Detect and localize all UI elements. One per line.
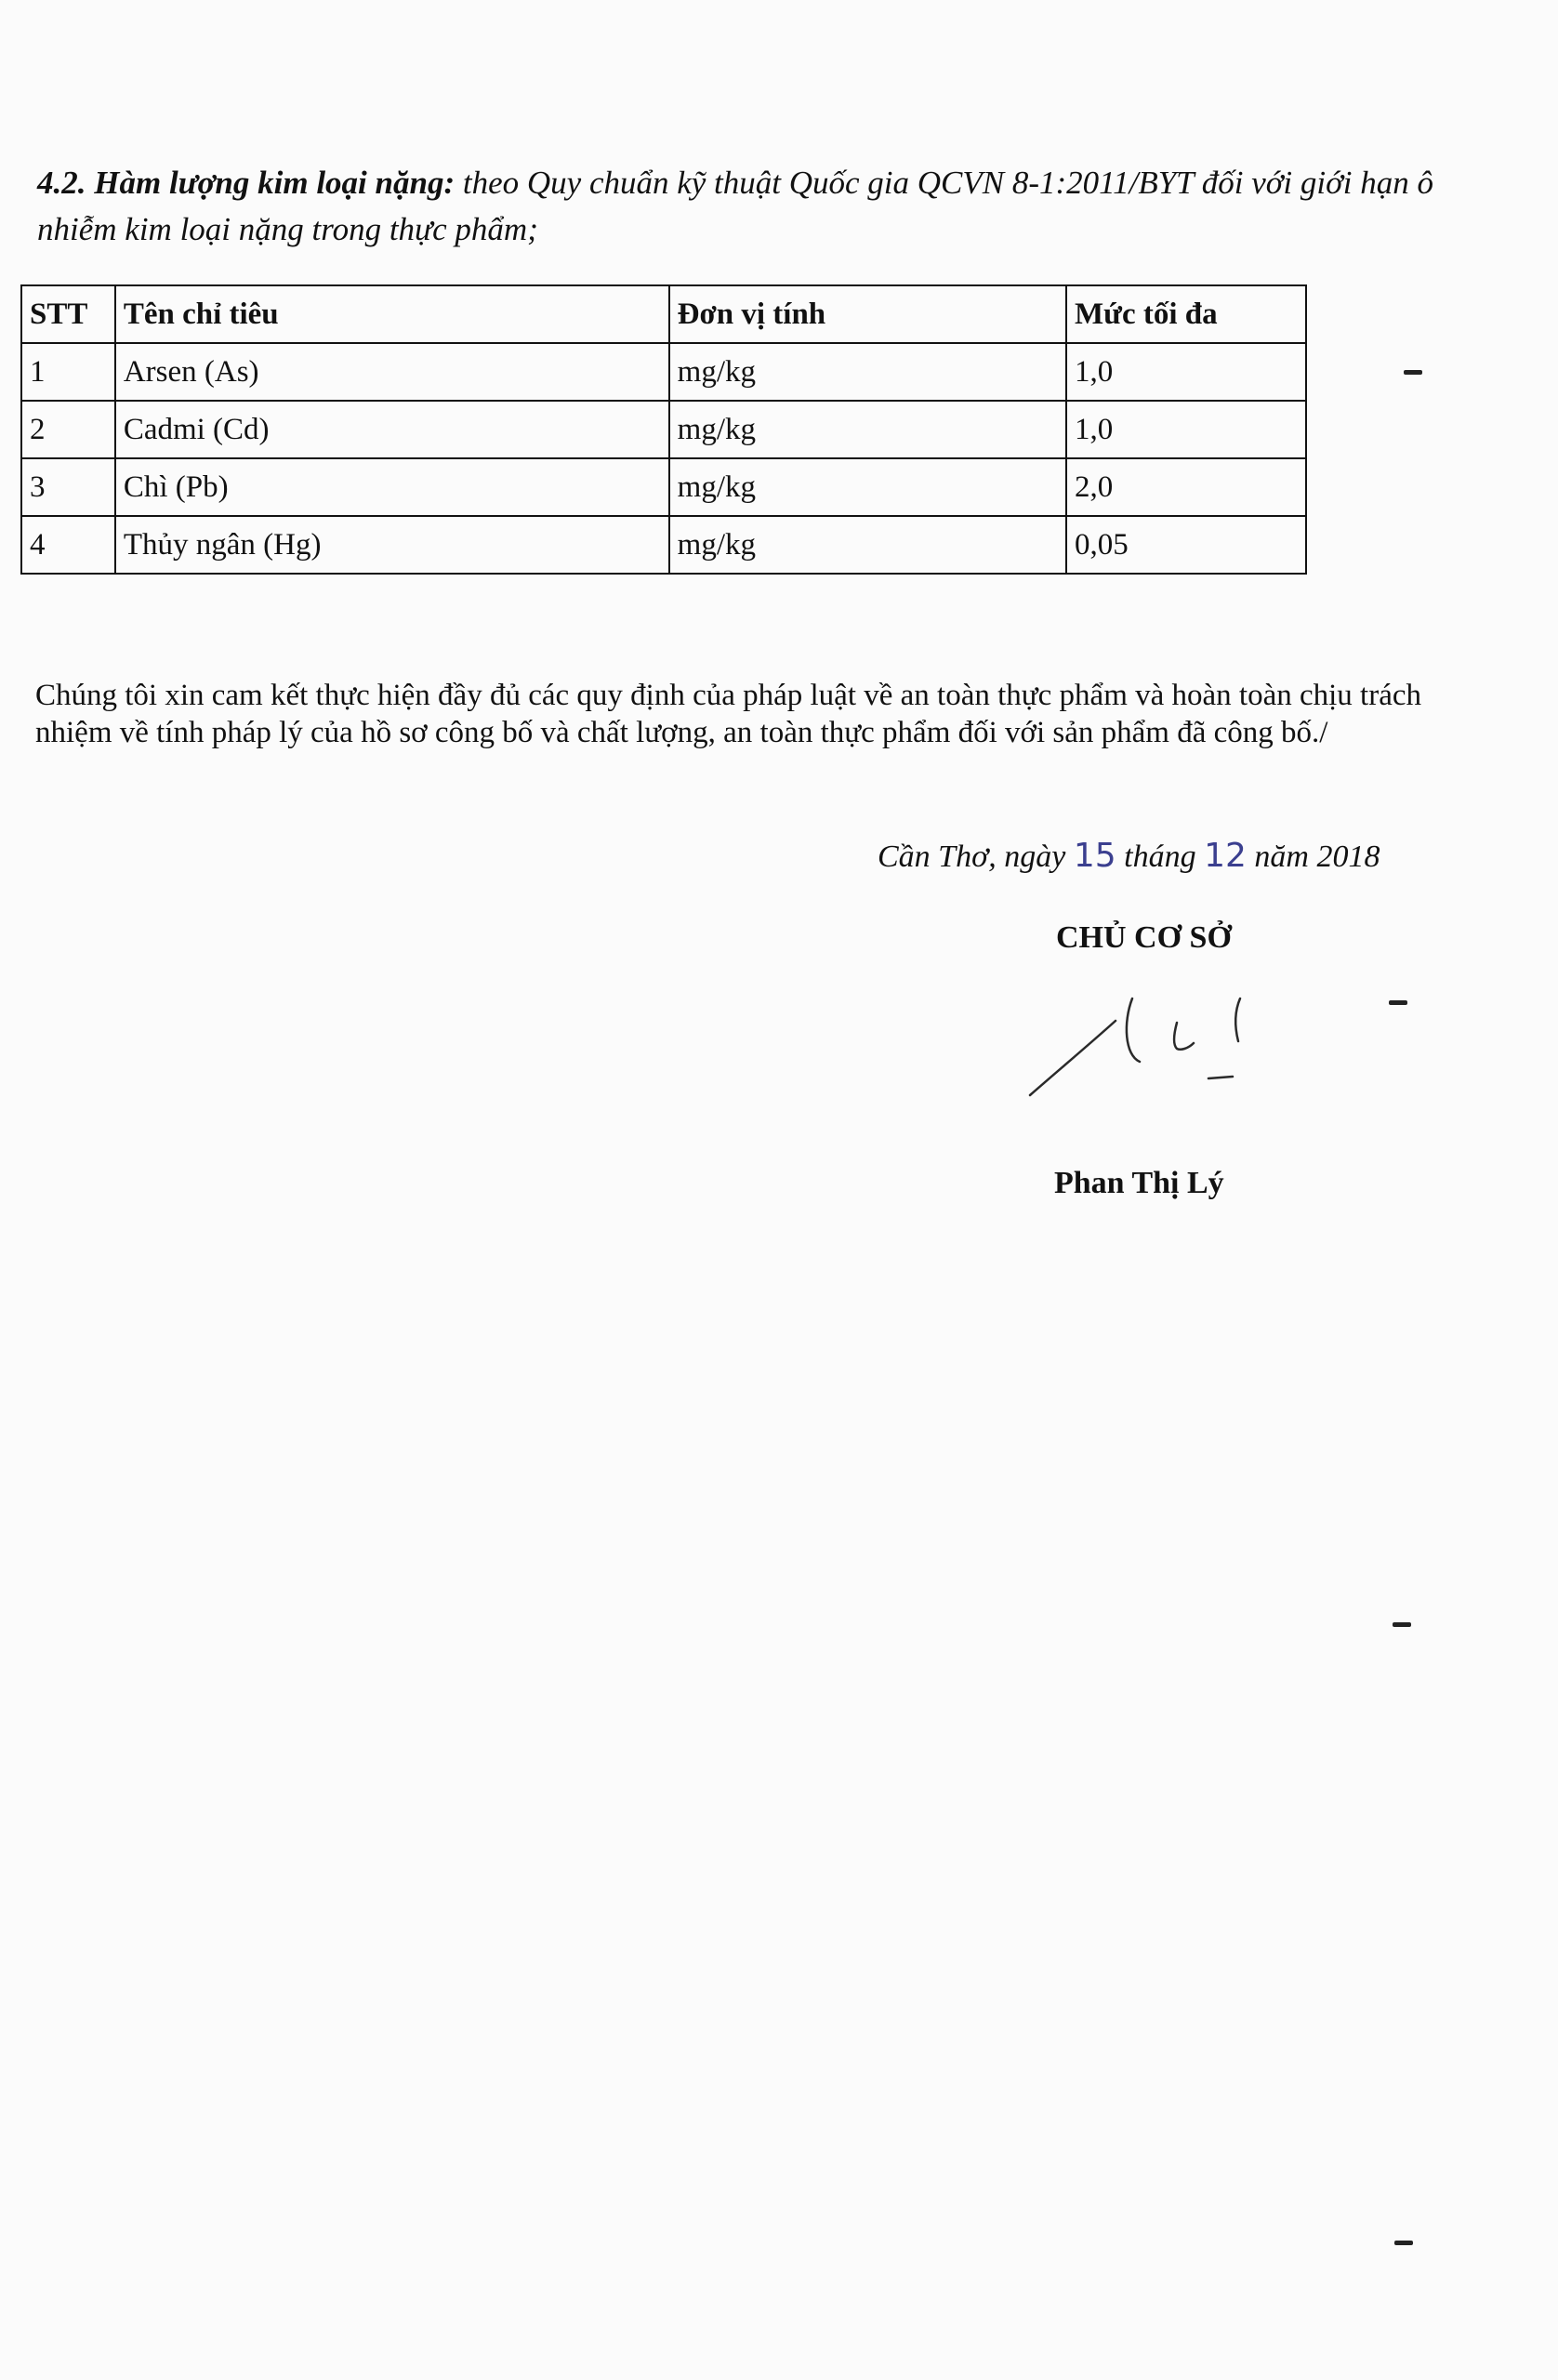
section-heading [37,160,1450,253]
cell-max-level: 1,0 [1066,401,1306,458]
cell-unit: mg/kg [669,516,1066,574]
cell-max-level: 0,05 [1066,516,1306,574]
table-row [21,516,1306,574]
cell-unit: mg/kg [669,343,1066,401]
cell-unit: mg/kg [669,458,1066,516]
commitment-paragraph: Chúng tôi xin cam kết thực hiện đầy đủ các quy định của pháp luật về an toàn thực phẩm và hoàn toàn chịu trách nhiệm về tính pháp lý của hồ sơ công bố và chất lượng, an toàn thực phẩm đối với sản phẩm đã công bố./ [35,679,1421,749]
date-month-handwritten: 12 [1204,837,1247,875]
cell-max-level: 2,0 [1066,458,1306,516]
signature-image [1023,985,1264,1106]
date-day-handwritten: 15 [1073,837,1116,875]
date-month-label: tháng [1124,840,1196,874]
scan-mark [1404,370,1422,375]
table-row [21,343,1306,401]
cell-stt: 2 [21,401,115,458]
table-row [21,401,1306,458]
scan-mark [1394,2241,1413,2245]
date-line [878,837,1435,875]
owner-title: CHỦ CƠ SỞ [1056,920,1232,955]
date-year: năm 2018 [1254,840,1380,874]
header-stt: STT [21,285,115,343]
heavy-metal-limits-table [20,284,1307,575]
cell-unit: mg/kg [669,401,1066,458]
cell-name: Arsen (As) [115,343,669,401]
header-max-level: Mức tối đa [1066,285,1306,343]
section-number: 4.2. [37,165,86,201]
header-name: Tên chỉ tiêu [115,285,669,343]
cell-stt: 4 [21,516,115,574]
table-row [21,458,1306,516]
cell-max-level: 1,0 [1066,343,1306,401]
scan-mark [1393,1622,1411,1627]
cell-stt: 1 [21,343,115,401]
date-place-prefix: Cần Thơ, ngày [878,840,1066,874]
cell-stt: 3 [21,458,115,516]
section-title: Hàm lượng kim loại nặng: [94,165,456,201]
cell-name: Chì (Pb) [115,458,669,516]
cell-name: Thủy ngân (Hg) [115,516,669,574]
scan-mark [1389,1000,1407,1005]
owner-name: Phan Thị Lý [1054,1166,1224,1200]
table-header-row [21,285,1306,343]
header-unit: Đơn vị tính [669,285,1066,343]
section-text: theo Quy chuẩn kỹ thuật Quốc gia QCVN 8-1:2011/BYT đối với giới hạn ô nhiễm kim loại nặng trong thực phẩm; [37,165,1434,247]
cell-name: Cadmi (Cd) [115,401,669,458]
